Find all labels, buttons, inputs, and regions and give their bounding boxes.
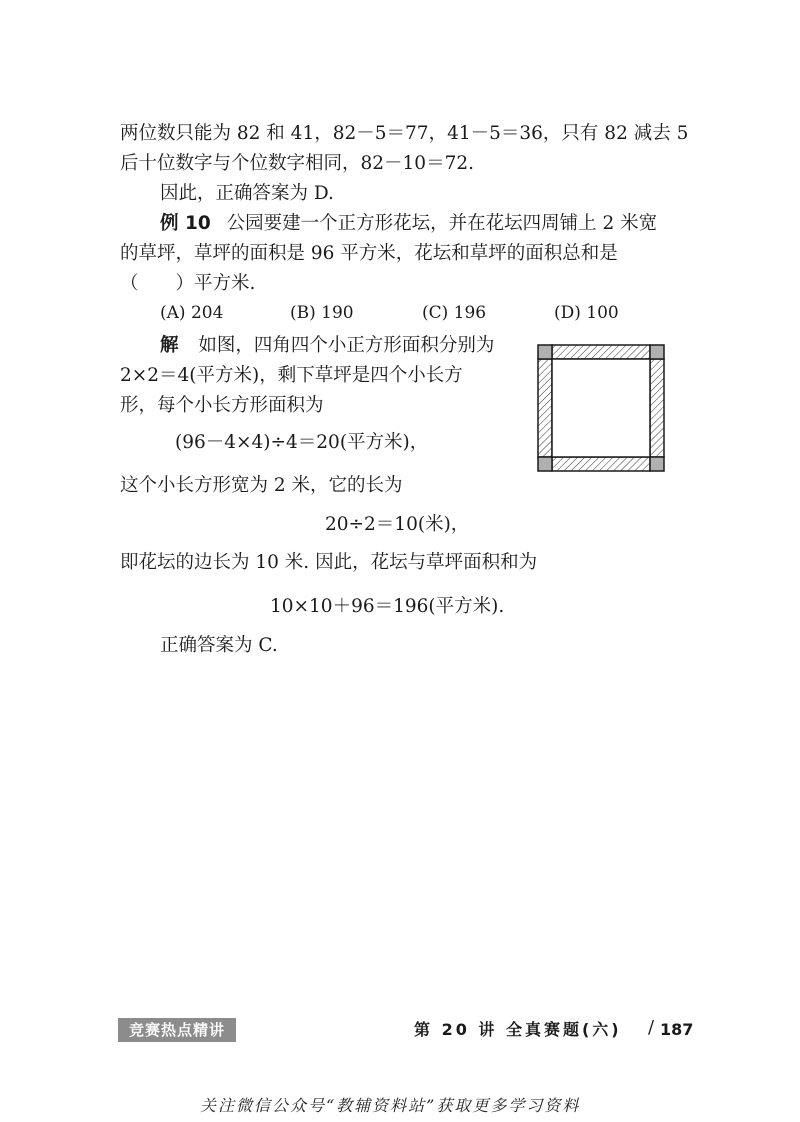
body-line-2: 后十位数字与个位数字相同，82－10＝72. (120, 153, 475, 174)
option-a: (A) 204 (160, 303, 224, 323)
example-text-2: 的草坪，草坪的面积是 96 平方米，花坛和草坪的面积总和是 (120, 243, 618, 264)
footer-badge: 竞赛热点精讲 (118, 1018, 236, 1042)
body-line-1: 两位数只能为 82 和 41，82－5＝77，41－5＝36，只有 82 减去 5 (120, 123, 689, 144)
page-number: 187 (660, 1020, 694, 1039)
example-text-1: 公园要建一个正方形花坛，并在花坛四周铺上 2 米宽 (226, 213, 658, 234)
garden-lawn-figure (536, 343, 666, 473)
lawn-strip-left (538, 359, 552, 457)
example-label: 例 10 (160, 213, 211, 234)
formula-3: 10×10＋96＝196(平方米). (270, 596, 505, 617)
lawn-strip-top (552, 345, 650, 359)
option-b: (B) 190 (290, 303, 354, 323)
option-d: (D) 100 (554, 303, 619, 323)
example-text-3: （ ）平方米. (120, 273, 256, 294)
corner-square-tr (650, 345, 664, 359)
flower-bed (552, 359, 650, 457)
page-separator: / (648, 1017, 655, 1038)
formula-2: 20÷2＝10(米)， (325, 514, 470, 535)
conclusion: 正确答案为 C. (160, 635, 278, 656)
example-first-line (160, 211, 657, 237)
lawn-strip-bottom (552, 457, 650, 471)
corner-square-tl (538, 345, 552, 359)
solution-text-3: 形，每个小长方形面积为 (120, 395, 324, 416)
option-c: (C) 196 (422, 303, 487, 323)
width-line: 这个小长方形宽为 2 米，它的长为 (120, 475, 403, 496)
chapter-title: 第 20 讲 全真赛题(六) (414, 1020, 622, 1039)
solution-first-line (160, 333, 494, 359)
formula-1: (96－4×4)÷4＝20(平方米)， (175, 432, 429, 453)
solution-text-1: 如图，四角四个小正方形面积分别为 (198, 335, 495, 356)
body-line-3: 因此，正确答案为 D. (160, 183, 334, 204)
side-line: 即花坛的边长为 10 米. 因此，花坛与草坪面积和为 (120, 552, 538, 573)
corner-square-bl (538, 457, 552, 471)
solution-label: 解 (160, 335, 179, 356)
solution-text-2: 2×2＝4(平方米)，剩下草坪是四个小长方 (120, 365, 463, 386)
lawn-strip-right (650, 359, 664, 457)
watermark: 关注微信公众号“教辅资料站”获取更多学习资料 (200, 1096, 581, 1115)
corner-square-br (650, 457, 664, 471)
